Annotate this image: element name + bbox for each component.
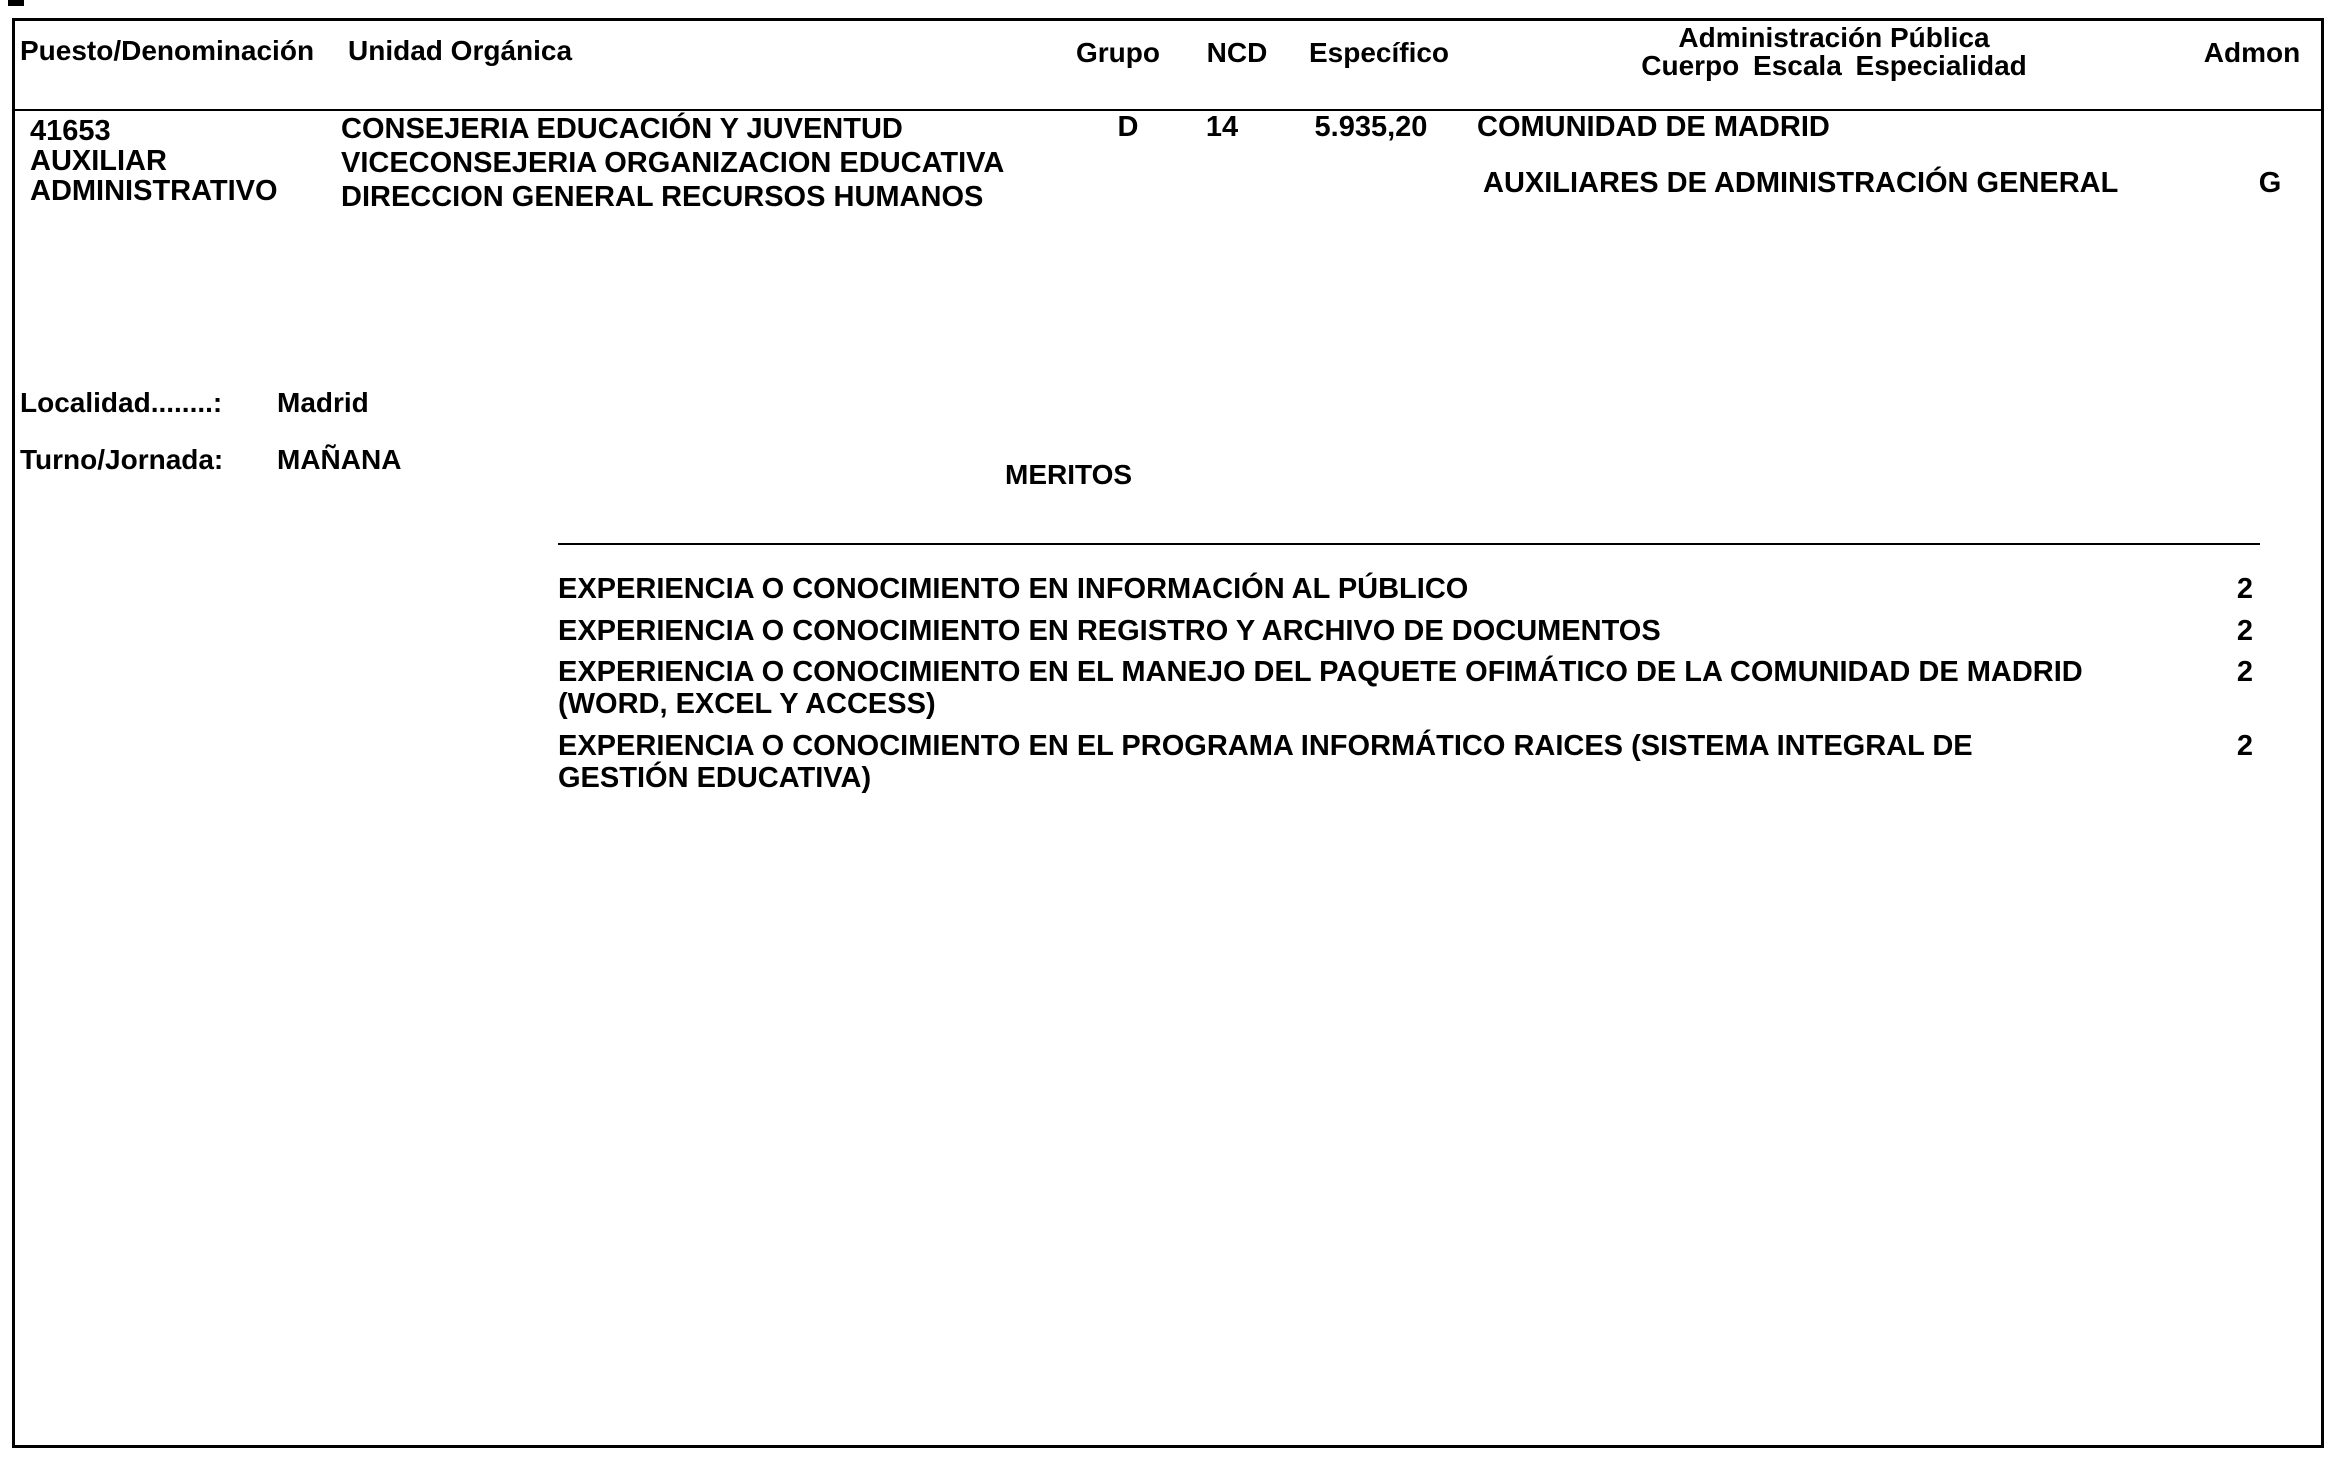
header-separator-line [12,109,2324,111]
cell-grupo: D [1117,111,1139,143]
column-header-admon: Admon [2203,37,2301,68]
cell-cuerpo: AUXILIARES DE ADMINISTRACIÓN GENERAL [1483,167,2119,199]
merit-text: (WORD, EXCEL Y ACCESS) [558,688,936,720]
merit-points: 2 [2236,615,2253,647]
column-header-especifico: Específico [1308,37,1450,68]
cell-administracion: COMUNIDAD DE MADRID [1477,111,1830,143]
merit-text: GESTIÓN EDUCATIVA) [558,762,872,794]
cell-especifico: 5.935,20 [1314,111,1428,143]
merit-points: 2 [2236,656,2253,688]
column-header-cuerpo-escala-especialidad: Cuerpo Escala Especialidad [1641,50,2027,81]
meritos-title: MERITOS [1005,459,1133,490]
column-header-grupo: Grupo [1076,37,1160,68]
merit-item [558,656,2260,720]
unidad-line: CONSEJERIA EDUCACIÓN Y JUVENTUD [341,113,903,145]
merit-points: 2 [2236,730,2253,762]
cell-ncd: 14 [1205,111,1239,143]
merit-text: EXPERIENCIA O CONOCIMIENTO EN EL MANEJO DEL PAQUETE OFIMÁTICO DE LA COMUNIDAD DE MADRID [558,656,2083,688]
denominacion-line: AUXILIAR [30,145,167,177]
merit-item [558,730,2260,794]
merit-item [558,615,2260,647]
column-header-unidad: Unidad Orgánica [348,35,573,66]
merit-text: EXPERIENCIA O CONOCIMIENTO EN REGISTRO Y ARCHIVO DE DOCUMENTOS [558,615,1661,647]
merit-text: EXPERIENCIA O CONOCIMIENTO EN EL PROGRAMA INFORMÁTICO RAICES (SISTEMA INTEGRAL DE [558,730,1973,762]
meritos-divider-line [558,543,2260,545]
unidad-line: DIRECCION GENERAL RECURSOS HUMANOS [341,181,984,213]
turno-jornada-value: MAÑANA [277,444,402,475]
localidad-label: Localidad........: [20,387,223,418]
column-header-administracion-publica: Administración Pública [1678,22,1990,53]
localidad-value: Madrid [277,387,369,418]
column-header-ncd: NCD [1206,37,1268,68]
scan-artifact [8,0,24,6]
cell-puesto-denominacion [30,116,278,206]
merit-text: EXPERIENCIA O CONOCIMIENTO EN INFORMACIÓN AL PÚBLICO [558,573,1469,605]
turno-jornada-label: Turno/Jornada: [20,444,224,475]
puesto-codigo: 41653 [30,115,111,147]
merit-points: 2 [2236,573,2253,605]
denominacion-line: ADMINISTRATIVO [30,175,278,207]
column-header-puesto: Puesto/Denominación [20,35,315,66]
cell-admon: G [2258,167,2282,199]
unidad-line: VICECONSEJERIA ORGANIZACION EDUCATIVA [341,147,1005,179]
cell-unidad-organica [341,112,1004,214]
merit-item [558,573,2260,605]
